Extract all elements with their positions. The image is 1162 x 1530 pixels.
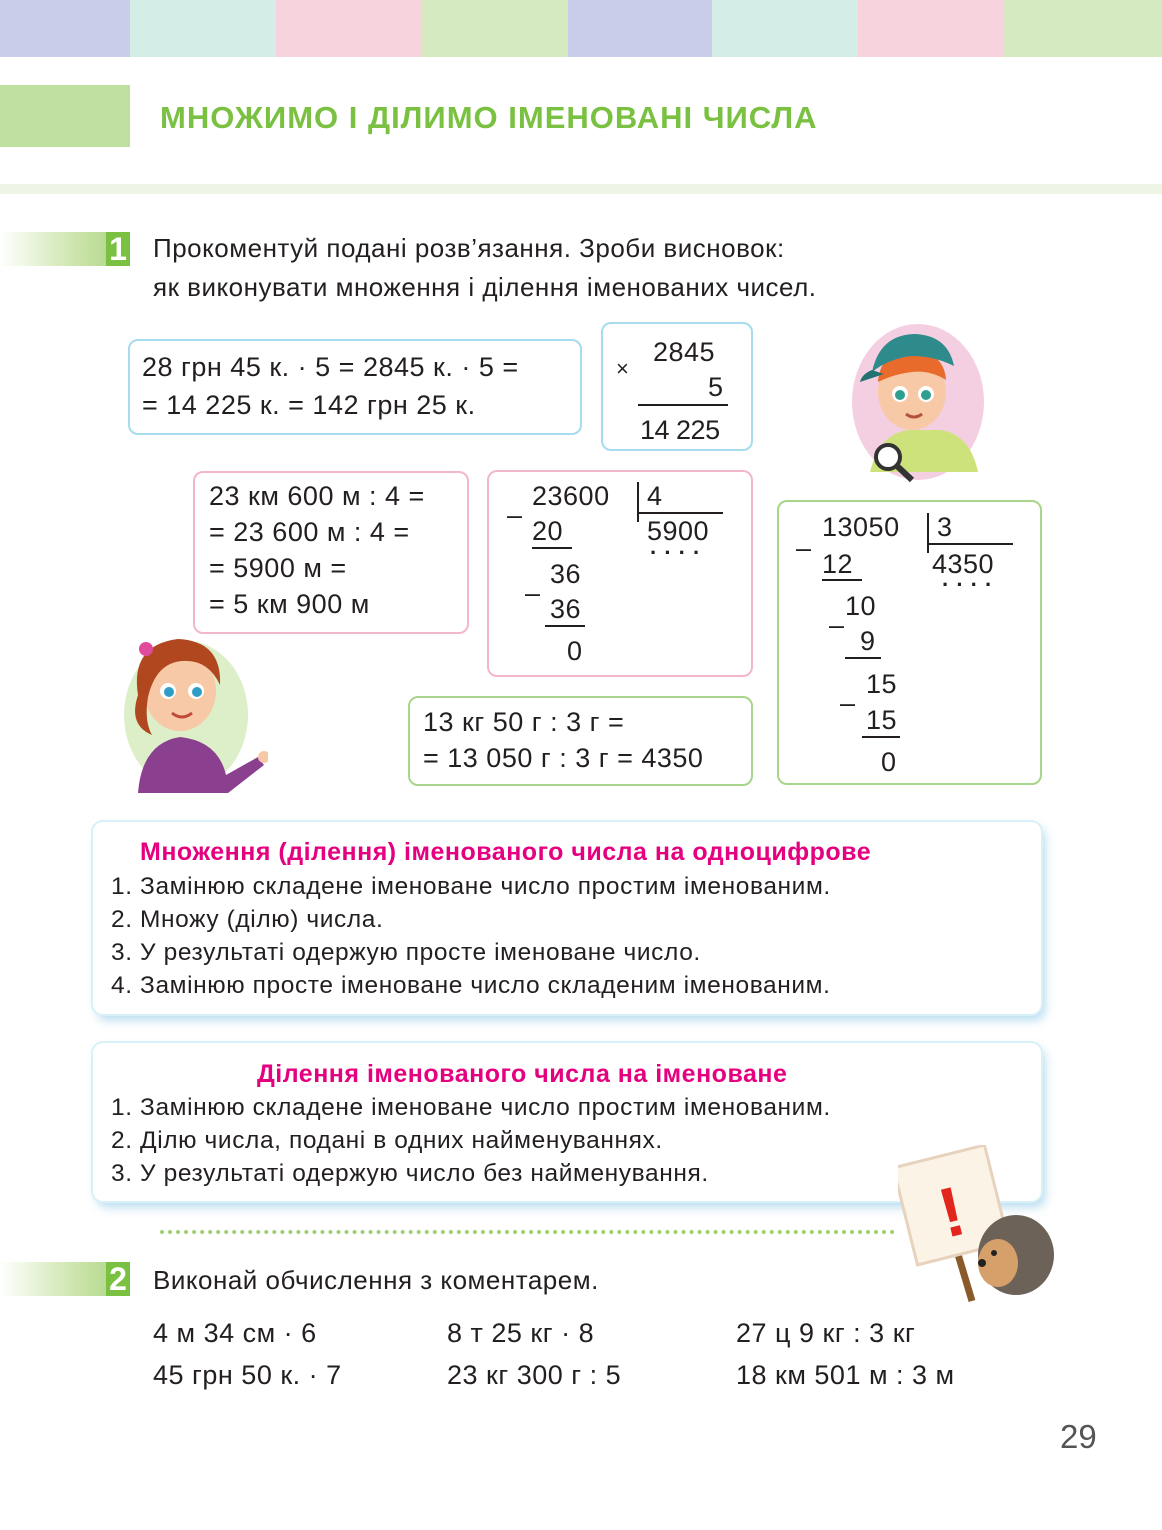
page-number: 29 <box>1060 1418 1097 1455</box>
header-stripe <box>0 0 130 57</box>
rule-2-item: 3. У результаті одержую число без найменування. <box>111 1160 709 1187</box>
kg-remainder-1: 10 <box>845 591 877 621</box>
mult-result: 14 225 <box>640 415 720 445</box>
km-line-1: 23 км 600 м : 4 = <box>209 481 425 511</box>
kg-minus-1: – <box>796 533 812 563</box>
header-stripe <box>276 0 422 57</box>
km-minus-2: – <box>525 578 541 608</box>
km-remainder-2: 0 <box>567 636 583 666</box>
km-line-3: = 5900 м = <box>209 553 347 583</box>
km-quotient-dots: ···· <box>650 540 708 565</box>
km-long-division-box <box>487 470 753 677</box>
rule-1-title: Множення (ділення) іменованого числа на одноцифрове <box>140 838 872 866</box>
kg-quotient: 4350 <box>932 549 995 579</box>
km-subtrahend-2: 36 <box>550 594 582 624</box>
km-divisor-line <box>637 512 723 514</box>
boy-with-magnifier-illustration <box>850 322 990 487</box>
kg-underline-2 <box>845 657 881 659</box>
money-line-1: 28 грн 45 к. · 5 = 2845 к. · 5 = <box>142 352 519 382</box>
mult-top-number: 2845 <box>653 337 716 367</box>
kg-remainder-2: 15 <box>866 669 898 699</box>
dotted-separator <box>160 1230 895 1234</box>
title-accent-bar <box>0 85 130 147</box>
kg-division-bar <box>927 513 929 553</box>
kg-subtrahend-3: 15 <box>866 705 898 735</box>
task-2-number: 2 <box>106 1262 130 1296</box>
task-1-text-line1: Прокоментуй подані розв’язання. Зроби висновок: <box>153 233 785 263</box>
mult-factor: 5 <box>708 372 724 402</box>
title-divider <box>0 184 1162 194</box>
kg-line-2: = 13 050 г : 3 г = 4350 <box>423 743 704 773</box>
rule-box-multiplication <box>93 822 1041 1014</box>
km-underline-1 <box>532 547 572 549</box>
kg-underline-3 <box>862 736 900 738</box>
km-division-bar <box>637 482 639 522</box>
exercise-item: 45 грн 50 к. · 7 <box>153 1360 342 1390</box>
exercise-item: 27 ц 9 кг : 3 кг <box>736 1318 916 1348</box>
rule-2-item: 2. Ділю числа, подані в одних найменуваннях. <box>111 1127 663 1154</box>
km-divisor: 4 <box>647 481 663 511</box>
girl-pointing-illustration <box>108 625 268 795</box>
exercise-item: 4 м 34 см · 6 <box>153 1318 317 1348</box>
hedgehog-with-sign-illustration <box>898 1145 1058 1305</box>
kg-divisor-line <box>927 543 1013 545</box>
multiply-sign: × <box>616 356 630 381</box>
exercise-item: 23 кг 300 г : 5 <box>447 1360 622 1390</box>
page-title: МНОЖИМО І ДІЛИМО ІМЕНОВАНІ ЧИСЛА <box>160 100 818 135</box>
header-stripe <box>422 0 568 57</box>
exercise-item: 8 т 25 кг · 8 <box>447 1318 595 1348</box>
km-line-2: = 23 600 м : 4 = <box>209 517 410 547</box>
rule-1-item: 4. Замінюю просте іменоване число складеним іменованим. <box>111 972 831 999</box>
kg-subtrahend-2: 9 <box>860 626 876 656</box>
kg-line-1: 13 кг 50 г : 3 г = <box>423 707 625 737</box>
header-stripe <box>130 0 276 57</box>
km-dividend: 23600 <box>532 481 610 511</box>
rule-1-item: 2. Множу (ділю) числа. <box>111 906 384 933</box>
km-line-4: = 5 км 900 м <box>209 589 370 619</box>
header-stripe <box>568 0 712 57</box>
rule-2-item: 1. Замінюю складене іменоване число простим іменованим. <box>111 1094 831 1121</box>
rule-2-title: Ділення іменованого числа на іменоване <box>257 1060 788 1088</box>
header-stripe <box>1004 0 1162 57</box>
km-underline-2 <box>545 625 585 627</box>
km-minus-1: – <box>507 500 523 530</box>
km-quotient: 5900 <box>647 516 710 546</box>
mult-underline <box>638 404 728 406</box>
task-1-text-line2: як виконувати множення і ділення іменованих чисел. <box>153 272 817 302</box>
kg-subtrahend-1: 12 <box>822 549 854 579</box>
kg-minus-2: – <box>829 610 845 640</box>
kg-dividend: 13050 <box>822 512 900 542</box>
km-remainder-1: 36 <box>550 559 582 589</box>
header-stripe <box>712 0 858 57</box>
rule-1-item: 1. Замінюю складене іменоване число простим іменованим. <box>111 873 831 900</box>
exclamation-mark: ! <box>930 1171 973 1253</box>
rule-1-item: 3. У результаті одержую просте іменоване число. <box>111 939 701 966</box>
exercise-item: 18 км 501 м : 3 м <box>736 1360 955 1390</box>
task-2-text: Виконай обчислення з коментарем. <box>153 1265 599 1295</box>
money-line-2: = 14 225 к. = 142 грн 25 к. <box>142 390 476 420</box>
km-subtrahend-1: 20 <box>532 516 564 546</box>
kg-minus-3: – <box>840 688 856 718</box>
header-stripe <box>858 0 1004 57</box>
kg-divisor: 3 <box>937 512 953 542</box>
task-1-number: 1 <box>106 232 130 266</box>
kg-underline-1 <box>822 579 862 581</box>
kg-remainder-3: 0 <box>881 747 897 777</box>
kg-quotient-dots: ···· <box>942 572 1000 597</box>
